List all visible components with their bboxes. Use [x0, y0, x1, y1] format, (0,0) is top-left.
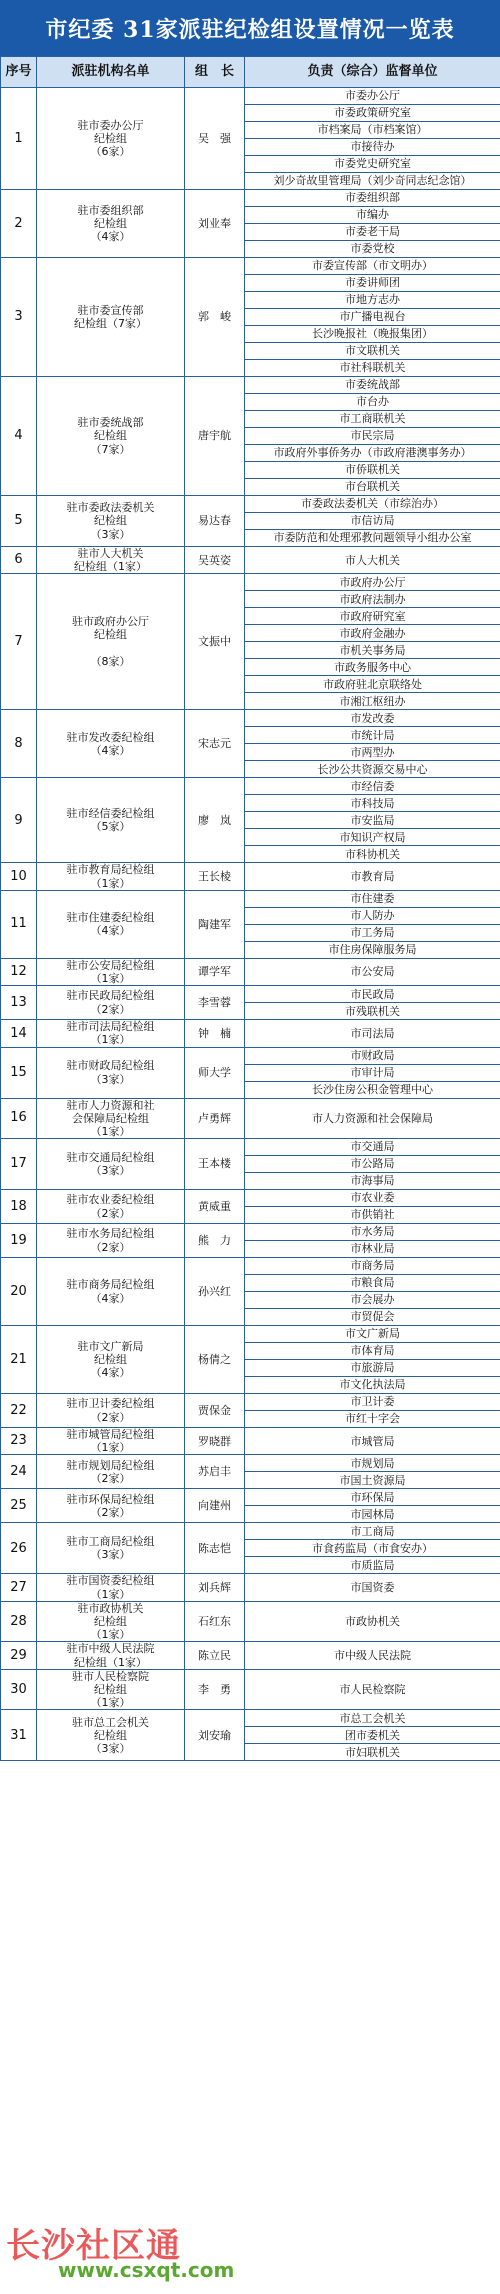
supervised-unit: 市文化执法局 [245, 1377, 500, 1394]
supervised-unit: 市公安局 [245, 958, 500, 985]
supervised-unit: 市委防范和处理邪教问题领导小组办公室 [245, 530, 500, 547]
leader-name: 石红东 [185, 1601, 245, 1642]
leader-name: 钟 楠 [185, 1020, 245, 1047]
org-name-line: 纪检组 [94, 216, 127, 230]
org-name [37, 986, 185, 1020]
supervised-unit: 市委统战部 [245, 377, 500, 394]
supervised-unit: 市审计局 [245, 1064, 500, 1081]
org-name-line: 驻市委宣传部 [77, 303, 144, 317]
org-name-line: （2家） [90, 1505, 131, 1519]
row-number: 31 [1, 1710, 37, 1761]
supervised-unit: 市住房保障服务局 [245, 941, 500, 958]
row-number: 27 [1, 1574, 37, 1601]
org-name [37, 1642, 185, 1669]
org-name-line: 纪检组（1家） [74, 560, 147, 574]
leader-name: 吴英姿 [185, 547, 245, 574]
row-number: 28 [1, 1601, 37, 1642]
row-number: 30 [1, 1669, 37, 1710]
leader-name: 陈志恺 [185, 1523, 245, 1574]
row-number: 2 [1, 190, 37, 258]
row-number: 17 [1, 1139, 37, 1190]
supervised-unit: 市园林局 [245, 1506, 500, 1523]
row-number: 18 [1, 1190, 37, 1224]
org-name [37, 547, 185, 574]
org-name-line: 驻市水务局纪检组 [66, 1227, 155, 1241]
table-row [1, 190, 500, 207]
table-row [1, 1574, 500, 1601]
org-name-line: 驻市司法局纪检组 [66, 1020, 155, 1034]
org-name-line: 驻市委办公厅 [77, 118, 144, 132]
org-name-line: 纪检组 [94, 429, 127, 443]
leader-name: 李 勇 [185, 1669, 245, 1710]
supervised-unit: 市工商联机关 [245, 411, 500, 428]
supervised-unit: 市民政局 [245, 986, 500, 1003]
supervised-unit: 市政府办公厅 [245, 574, 500, 591]
org-name-line: 驻市城管局纪检组 [66, 1428, 155, 1442]
supervised-unit: 市两型办 [245, 744, 500, 761]
supervised-unit: 市委政策研究室 [245, 105, 500, 122]
org-name-line: 纪检组 [94, 1615, 127, 1628]
table-row [1, 986, 500, 1003]
org-name [37, 574, 185, 710]
table-row [1, 958, 500, 985]
supervised-unit: 市国资委 [245, 1574, 500, 1601]
supervised-unit: 市中级人民法院 [245, 1642, 500, 1669]
supervised-unit: 市发改委 [245, 710, 500, 727]
org-name-line: （1家） [90, 876, 131, 890]
table-row [1, 1669, 500, 1710]
supervised-unit: 市政府研究室 [245, 608, 500, 625]
org-name-line [40, 641, 181, 655]
org-name-line: （2家） [90, 1410, 131, 1424]
org-name-line: 驻市政协机关 [77, 1601, 144, 1615]
org-name-line: （4家） [90, 230, 131, 244]
leader-name: 陈立民 [185, 1642, 245, 1669]
table-row [1, 778, 500, 795]
supervised-unit: 市委党史研究室 [245, 156, 500, 173]
supervised-unit: 市规划局 [245, 1455, 500, 1472]
row-number: 6 [1, 547, 37, 574]
table-row [1, 1098, 500, 1139]
supervised-unit: 市科技局 [245, 795, 500, 812]
org-name-line: （3家） [90, 1741, 131, 1755]
org-name [37, 258, 185, 377]
supervised-unit: 市政府法制办 [245, 591, 500, 608]
org-name [37, 377, 185, 496]
row-number: 12 [1, 958, 37, 985]
org-name-line: （3家） [90, 1164, 131, 1178]
row-number: 16 [1, 1098, 37, 1139]
header-units: 负责（综合）监督单位 [245, 57, 500, 88]
org-name-line: （2家） [90, 1206, 131, 1220]
org-name-line: （4家） [90, 1366, 131, 1380]
org-name-line: 驻市工商局纪检组 [66, 1535, 155, 1549]
supervised-unit: 市地方志办 [245, 292, 500, 309]
org-name-line: 驻市教育局纪检组 [66, 863, 155, 877]
supervised-unit: 市湘江枢纽办 [245, 693, 500, 710]
leader-name: 熊 力 [185, 1224, 245, 1258]
org-name [37, 890, 185, 958]
org-name-line: 驻市规划局纪检组 [66, 1458, 155, 1472]
org-name-line: （7家） [90, 442, 131, 456]
supervised-unit: 市接待办 [245, 139, 500, 156]
org-name-line: 驻市公安局纪检组 [66, 958, 155, 972]
org-name-line: （4家） [90, 1291, 131, 1305]
org-name-line: 驻市住建委纪检组 [66, 911, 155, 925]
leader-name: 文振中 [185, 574, 245, 710]
watermark-brand: 长沙社区通 [6, 2226, 181, 2266]
org-name-line: （6家） [90, 145, 131, 159]
supervised-unit: 市政协机关 [245, 1601, 500, 1642]
supervised-unit: 市城管局 [245, 1428, 500, 1455]
org-name-line: （1家） [90, 1696, 131, 1710]
supervised-unit: 市会展办 [245, 1292, 500, 1309]
row-number: 24 [1, 1455, 37, 1489]
org-name-line: 纪检组（1家） [74, 1655, 147, 1669]
leader-name: 向建州 [185, 1489, 245, 1523]
supervised-unit: 市人大机关 [245, 547, 500, 574]
row-number: 4 [1, 377, 37, 496]
org-name-line: （2家） [90, 1471, 131, 1485]
org-name [37, 1710, 185, 1761]
org-name-line: （1家） [90, 1628, 131, 1642]
org-name-line: （4家） [90, 924, 131, 938]
table-row [1, 377, 500, 394]
supervised-unit: 市国土资源局 [245, 1472, 500, 1489]
supervised-unit: 市旅游局 [245, 1360, 500, 1377]
org-name-line: （3家） [90, 1072, 131, 1086]
table-row [1, 1523, 500, 1540]
supervised-unit: 市政府驻北京联络处 [245, 676, 500, 693]
org-name [37, 1190, 185, 1224]
org-name [37, 88, 185, 190]
supervised-unit: 市卫计委 [245, 1394, 500, 1411]
org-name-line: 驻市发改委纪检组 [66, 730, 155, 744]
supervised-unit: 市政府金融办 [245, 625, 500, 642]
org-name-line: 驻市人民检察院 [72, 1669, 149, 1683]
row-number: 9 [1, 778, 37, 863]
row-number: 23 [1, 1428, 37, 1455]
leader-name: 廖 岚 [185, 778, 245, 863]
watermark-site: www.csxqt.com [58, 2258, 235, 2282]
table-row [1, 1190, 500, 1207]
org-name-line: 驻市文广新局 [77, 1339, 144, 1353]
table-body [1, 88, 500, 1761]
supervised-unit: 长沙公共资源交易中心 [245, 761, 500, 778]
supervised-unit: 市科协机关 [245, 846, 500, 863]
supervised-unit: 市交通局 [245, 1139, 500, 1156]
supervised-unit: 市社科联机关 [245, 360, 500, 377]
supervised-unit: 刘少奇故里管理局（刘少奇同志纪念馆） [245, 173, 500, 190]
org-name-line: 纪检组 [94, 1682, 127, 1696]
table-row [1, 863, 500, 890]
org-name-line: （4家） [90, 743, 131, 757]
header-no: 序号 [1, 57, 37, 88]
supervised-unit: 市公路局 [245, 1156, 500, 1173]
org-name-line: 纪检组（7家） [74, 317, 147, 330]
table-row [1, 1428, 500, 1455]
org-name [37, 496, 185, 547]
supervised-unit: 市商务局 [245, 1258, 500, 1275]
table-row [1, 710, 500, 727]
supervised-unit: 市贸促会 [245, 1309, 500, 1326]
org-name [37, 863, 185, 890]
leader-name: 卢勇辉 [185, 1098, 245, 1139]
supervised-unit: 市工商局 [245, 1523, 500, 1540]
table-row [1, 1047, 500, 1064]
org-name [37, 1601, 185, 1642]
supervised-unit: 市编办 [245, 207, 500, 224]
supervised-unit: 市政务服务中心 [245, 659, 500, 676]
supervised-unit: 市教育局 [245, 863, 500, 890]
leader-name: 王长棱 [185, 863, 245, 890]
leader-name: 陶建军 [185, 890, 245, 958]
org-name [37, 190, 185, 258]
org-name [37, 1428, 185, 1455]
supervised-unit: 市体育局 [245, 1343, 500, 1360]
org-name-line: 驻市农业委纪检组 [66, 1193, 155, 1207]
row-number: 19 [1, 1224, 37, 1258]
org-name-line: 驻市国资委纪检组 [66, 1574, 155, 1588]
org-name [37, 1224, 185, 1258]
leader-name: 宋志元 [185, 710, 245, 778]
leader-name: 罗晓群 [185, 1428, 245, 1455]
org-name [37, 1139, 185, 1190]
org-name-line: （1家） [90, 1124, 131, 1138]
table-row [1, 574, 500, 591]
row-number: 22 [1, 1394, 37, 1428]
leader-name: 贾保金 [185, 1394, 245, 1428]
table-row [1, 1020, 500, 1047]
org-name-line: （5家） [90, 820, 131, 834]
org-name [37, 1020, 185, 1047]
supervised-unit: 长沙住房公积金管理中心 [245, 1081, 500, 1098]
org-name [37, 1574, 185, 1601]
org-name-line: 驻市政府办公厅 [72, 615, 149, 629]
table-row [1, 88, 500, 105]
leader-name: 吴 强 [185, 88, 245, 190]
supervised-unit: 市经信委 [245, 778, 500, 795]
supervised-unit: 市文广新局 [245, 1326, 500, 1343]
supervised-unit: 市林业局 [245, 1241, 500, 1258]
supervised-unit: 市住建委 [245, 890, 500, 907]
leader-name: 李雪蓉 [185, 986, 245, 1020]
row-number: 1 [1, 88, 37, 190]
leader-name: 谭学军 [185, 958, 245, 985]
supervised-unit: 市档案局（市档案馆） [245, 122, 500, 139]
org-name-line: 纪检组 [94, 131, 127, 145]
table-row [1, 1710, 500, 1727]
org-name-line: 驻市卫计委纪检组 [66, 1397, 155, 1411]
org-name [37, 1258, 185, 1326]
supervised-unit: 市政府外事侨务办（市政府港澳事务办） [245, 445, 500, 462]
supervised-unit: 市环保局 [245, 1489, 500, 1506]
supervised-unit: 市人防办 [245, 907, 500, 924]
leader-name: 黄威重 [185, 1190, 245, 1224]
org-name-line: （1家） [90, 1033, 131, 1047]
header-leader: 组 长 [185, 57, 245, 88]
org-name-line: （8家） [90, 655, 131, 669]
row-number: 10 [1, 863, 37, 890]
leader-name: 杨倩之 [185, 1326, 245, 1394]
org-name [37, 958, 185, 985]
org-name-line: （1家） [90, 971, 131, 985]
org-name-line: 纪检组 [94, 514, 127, 528]
org-name-line: 驻市人大机关 [77, 547, 144, 560]
org-name-line: （2家） [90, 1002, 131, 1016]
table-row [1, 1258, 500, 1275]
supervised-unit: 市台联机关 [245, 479, 500, 496]
supervised-unit: 市财政局 [245, 1047, 500, 1064]
org-name [37, 1455, 185, 1489]
leader-name: 唐宇航 [185, 377, 245, 496]
row-number: 14 [1, 1020, 37, 1047]
supervised-unit: 市质监局 [245, 1557, 500, 1574]
supervised-unit: 市广播电视台 [245, 309, 500, 326]
table-row [1, 1601, 500, 1642]
supervised-unit: 市知识产权局 [245, 829, 500, 846]
row-number: 11 [1, 890, 37, 958]
supervised-unit: 团市委机关 [245, 1727, 500, 1744]
org-name-line: 驻市人力资源和社 [66, 1098, 155, 1112]
org-name-line: 驻市委统战部 [77, 416, 144, 430]
supervised-unit: 市人力资源和社会保障局 [245, 1098, 500, 1139]
org-name-line: （3家） [90, 1548, 131, 1562]
supervised-unit: 市台办 [245, 394, 500, 411]
header-row [1, 57, 500, 88]
supervised-unit: 市工务局 [245, 924, 500, 941]
table-row [1, 1642, 500, 1669]
table-row [1, 890, 500, 907]
org-name-line: 驻市交通局纪检组 [66, 1150, 155, 1164]
org-name [37, 1098, 185, 1139]
table-row [1, 258, 500, 275]
org-name [37, 1326, 185, 1394]
org-name-line: 驻市民政局纪检组 [66, 989, 155, 1003]
table-row [1, 547, 500, 574]
leader-name: 刘业奉 [185, 190, 245, 258]
supervised-unit: 长沙晚报社（晚报集团） [245, 326, 500, 343]
supervised-unit: 市信访局 [245, 513, 500, 530]
supervised-unit: 市水务局 [245, 1224, 500, 1241]
supervised-unit: 市粮食局 [245, 1275, 500, 1292]
org-name-line: 驻市环保局纪检组 [66, 1492, 155, 1506]
leader-name: 苏启丰 [185, 1455, 245, 1489]
table-row [1, 1139, 500, 1156]
org-name-line: 驻市委政法委机关 [66, 501, 155, 515]
leader-name: 孙兴红 [185, 1258, 245, 1326]
leader-name: 刘安瑜 [185, 1710, 245, 1761]
leader-name: 易达春 [185, 496, 245, 547]
table-row [1, 1326, 500, 1343]
supervised-unit: 市人民检察院 [245, 1669, 500, 1710]
leader-name: 王本楼 [185, 1139, 245, 1190]
supervised-unit: 市红十字会 [245, 1411, 500, 1428]
row-number: 21 [1, 1326, 37, 1394]
supervised-unit: 市食药监局（市食安办） [245, 1540, 500, 1557]
supervised-unit: 市机关事务局 [245, 642, 500, 659]
row-number: 20 [1, 1258, 37, 1326]
org-name-line: 驻市委组织部 [77, 203, 144, 217]
supervised-unit: 市总工会机关 [245, 1710, 500, 1727]
org-name-line: 驻市商务局纪检组 [66, 1278, 155, 1292]
supervised-unit: 市妇联机关 [245, 1744, 500, 1761]
supervised-unit: 市海事局 [245, 1173, 500, 1190]
org-name-line: 驻市总工会机关 [72, 1715, 149, 1729]
supervised-unit: 市委办公厅 [245, 88, 500, 105]
table-row [1, 496, 500, 513]
table-row [1, 1489, 500, 1506]
supervised-unit: 市委讲师团 [245, 275, 500, 292]
table-row [1, 1455, 500, 1472]
supervised-unit: 市委政法委机关（市综治办） [245, 496, 500, 513]
org-name [37, 1669, 185, 1710]
leader-name: 刘兵辉 [185, 1574, 245, 1601]
org-name-line: 会保障局纪检组 [72, 1111, 149, 1125]
org-name-line: 纪检组 [94, 1352, 127, 1366]
org-name [37, 710, 185, 778]
row-number: 13 [1, 986, 37, 1020]
row-number: 5 [1, 496, 37, 547]
leader-name: 师大学 [185, 1047, 245, 1098]
page-title: 市纪委 31家派驻纪检组设置情况一览表 [0, 0, 500, 56]
row-number: 25 [1, 1489, 37, 1523]
supervised-unit: 市文联机关 [245, 343, 500, 360]
supervised-unit: 市委宣传部（市文明办） [245, 258, 500, 275]
table-row [1, 1394, 500, 1411]
supervised-unit: 市司法局 [245, 1020, 500, 1047]
org-name [37, 1394, 185, 1428]
supervised-unit: 市民宗局 [245, 428, 500, 445]
org-name-line: 纪检组 [94, 1728, 127, 1742]
org-name [37, 1523, 185, 1574]
row-number: 7 [1, 574, 37, 710]
supervised-unit: 市委老干局 [245, 224, 500, 241]
org-name-line: 驻市经信委纪检组 [66, 807, 155, 821]
supervised-unit: 市委组织部 [245, 190, 500, 207]
table-row [1, 1224, 500, 1241]
row-number: 29 [1, 1642, 37, 1669]
org-name [37, 778, 185, 863]
supervised-unit: 市安监局 [245, 812, 500, 829]
org-name-line: （3家） [90, 527, 131, 541]
org-name-line: （1家） [90, 1441, 131, 1455]
supervised-unit: 市统计局 [245, 727, 500, 744]
header-org: 派驻机构名单 [37, 57, 185, 88]
org-name-line: 驻市财政局纪检组 [66, 1059, 155, 1073]
supervised-unit: 市供销社 [245, 1207, 500, 1224]
supervised-unit: 市残联机关 [245, 1003, 500, 1020]
org-name [37, 1047, 185, 1098]
org-name-line: （2家） [90, 1240, 131, 1254]
row-number: 26 [1, 1523, 37, 1574]
row-number: 8 [1, 710, 37, 778]
leader-name: 郭 峻 [185, 258, 245, 377]
org-name-line: （1家） [90, 1587, 131, 1601]
supervised-unit: 市委党校 [245, 241, 500, 258]
org-name-line: 驻市中级人民法院 [66, 1642, 155, 1656]
supervised-unit: 市农业委 [245, 1190, 500, 1207]
org-name-line: 纪检组 [94, 628, 127, 642]
row-number: 15 [1, 1047, 37, 1098]
supervised-unit: 市侨联机关 [245, 462, 500, 479]
row-number: 3 [1, 258, 37, 377]
supervision-table [0, 56, 500, 1761]
org-name [37, 1489, 185, 1523]
